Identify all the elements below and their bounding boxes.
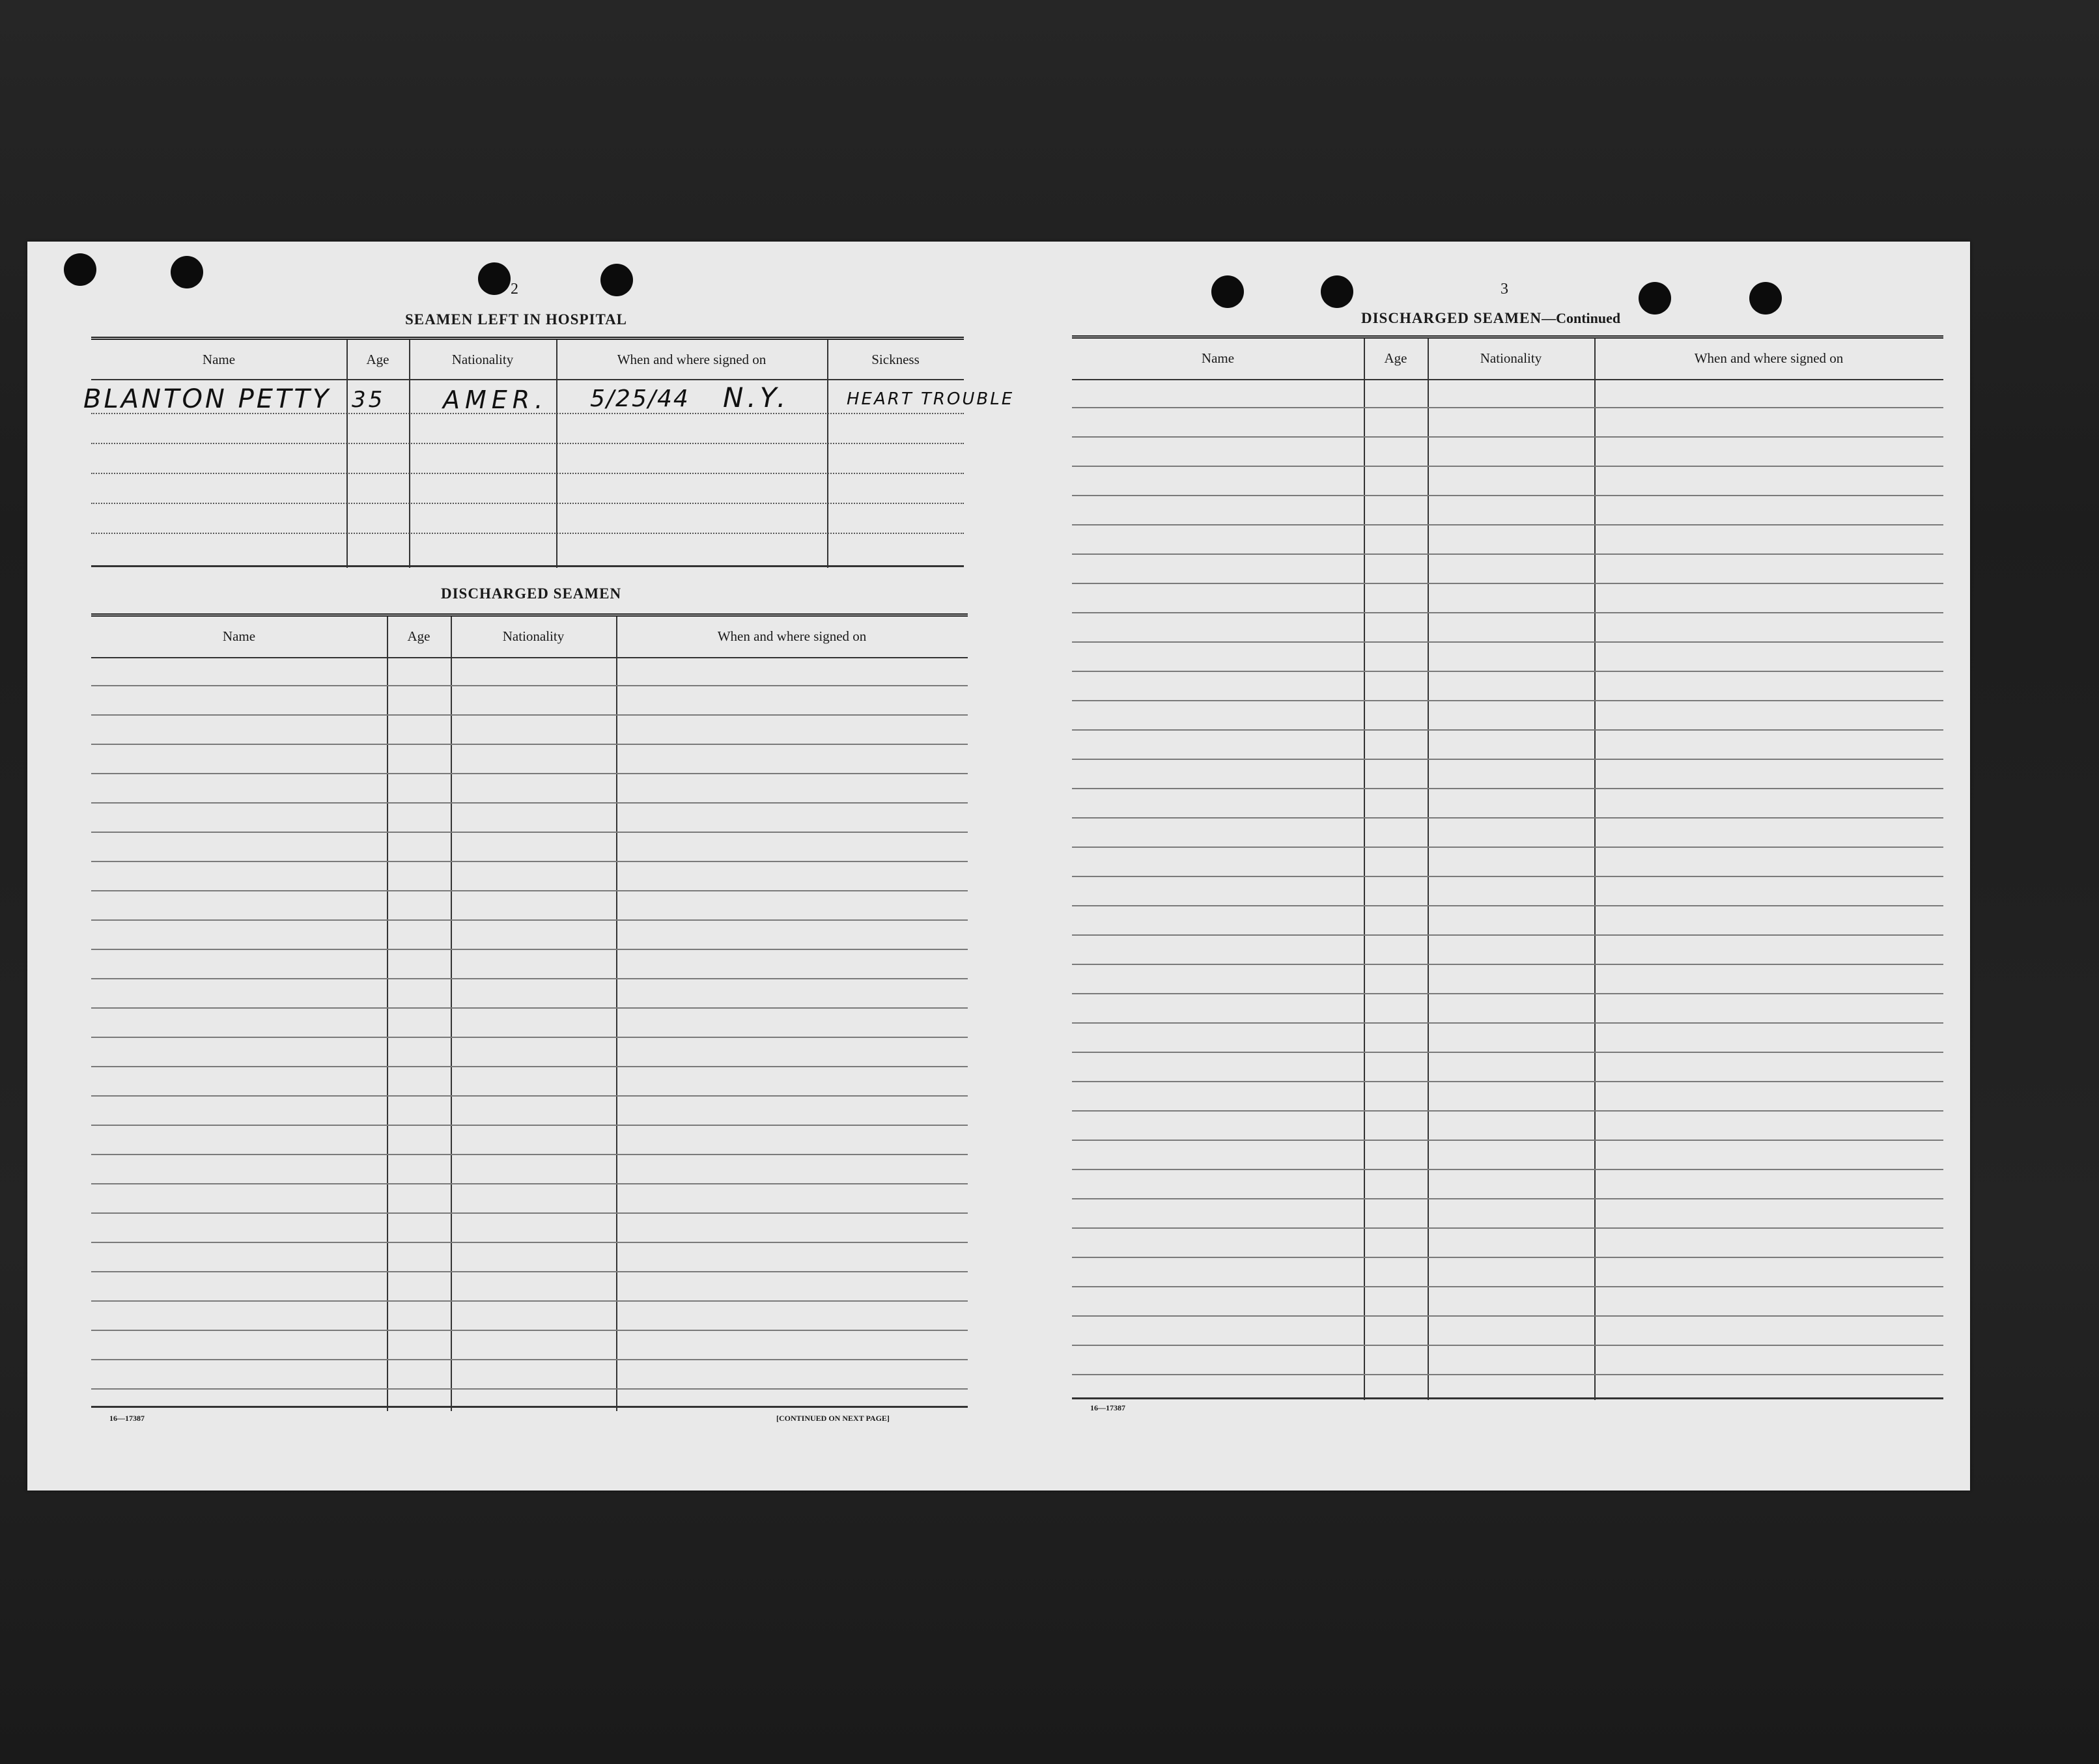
entry-sickness: HEART TROUBLE xyxy=(847,389,1015,409)
punch-hole xyxy=(1211,275,1244,308)
column-header-sickness: Sickness xyxy=(871,352,920,367)
punch-hole xyxy=(64,253,96,286)
entry-nationality: AMER. xyxy=(443,385,548,414)
entry-signed-place: N.Y. xyxy=(723,382,790,413)
discharged-table-right xyxy=(1072,335,1943,1400)
section-title-discharged-continued xyxy=(1361,310,1620,327)
discharged-table-left xyxy=(91,613,968,1411)
entry-age: 35 xyxy=(352,387,386,413)
row-rule xyxy=(91,443,964,444)
hospital-table xyxy=(83,337,1015,568)
punch-hole xyxy=(478,262,511,295)
table-bottom-rule xyxy=(1072,1397,1943,1399)
section-title-text: DISCHARGED SEAMEN xyxy=(1361,310,1542,326)
column-header-signed-on: When and where signed on xyxy=(717,628,867,644)
section-title-continued: —Continued xyxy=(1542,310,1621,326)
row-rule xyxy=(91,473,964,474)
row-rule xyxy=(91,533,964,534)
section-title-discharged: DISCHARGED SEAMEN xyxy=(441,585,622,602)
page-number-left: 2 xyxy=(511,281,518,298)
column-header-age: Age xyxy=(407,628,430,644)
form-number-right: 16—17387 xyxy=(1090,1403,1125,1412)
header-rule xyxy=(91,379,964,380)
column-header-age: Age xyxy=(366,352,389,367)
column-header-nationality: Nationality xyxy=(451,352,514,367)
row-rule xyxy=(91,503,964,504)
ruled-rows xyxy=(91,657,968,1399)
entry-name: BLANTON PETTY xyxy=(83,384,331,414)
ruled-rows xyxy=(1072,379,1943,1396)
punch-hole xyxy=(1321,275,1353,308)
table-bottom-rule xyxy=(91,1406,968,1408)
column-header-name: Name xyxy=(202,352,236,367)
page-number-right: 3 xyxy=(1500,281,1508,298)
punch-hole xyxy=(171,256,203,288)
form-number-left: 16—17387 xyxy=(109,1414,145,1423)
column-header-name: Name xyxy=(222,628,256,644)
column-header-signed-on: When and where signed on xyxy=(617,352,767,367)
punch-hole xyxy=(600,264,633,296)
section-title-hospital: SEAMEN LEFT IN HOSPITAL xyxy=(405,311,628,328)
column-header-signed-on: When and where signed on xyxy=(1694,350,1844,366)
punch-hole xyxy=(1749,282,1782,315)
table-bottom-rule xyxy=(91,565,964,567)
entry-signed-date: 5/25/44 xyxy=(590,385,690,412)
column-header-nationality: Nationality xyxy=(1480,350,1542,366)
column-header-nationality: Nationality xyxy=(502,628,565,644)
column-header-age: Age xyxy=(1384,350,1407,366)
punch-hole xyxy=(1639,282,1671,315)
form-sheet xyxy=(27,242,1970,1491)
column-header-name: Name xyxy=(1201,350,1235,366)
continued-note: [CONTINUED ON NEXT PAGE] xyxy=(776,1414,890,1423)
